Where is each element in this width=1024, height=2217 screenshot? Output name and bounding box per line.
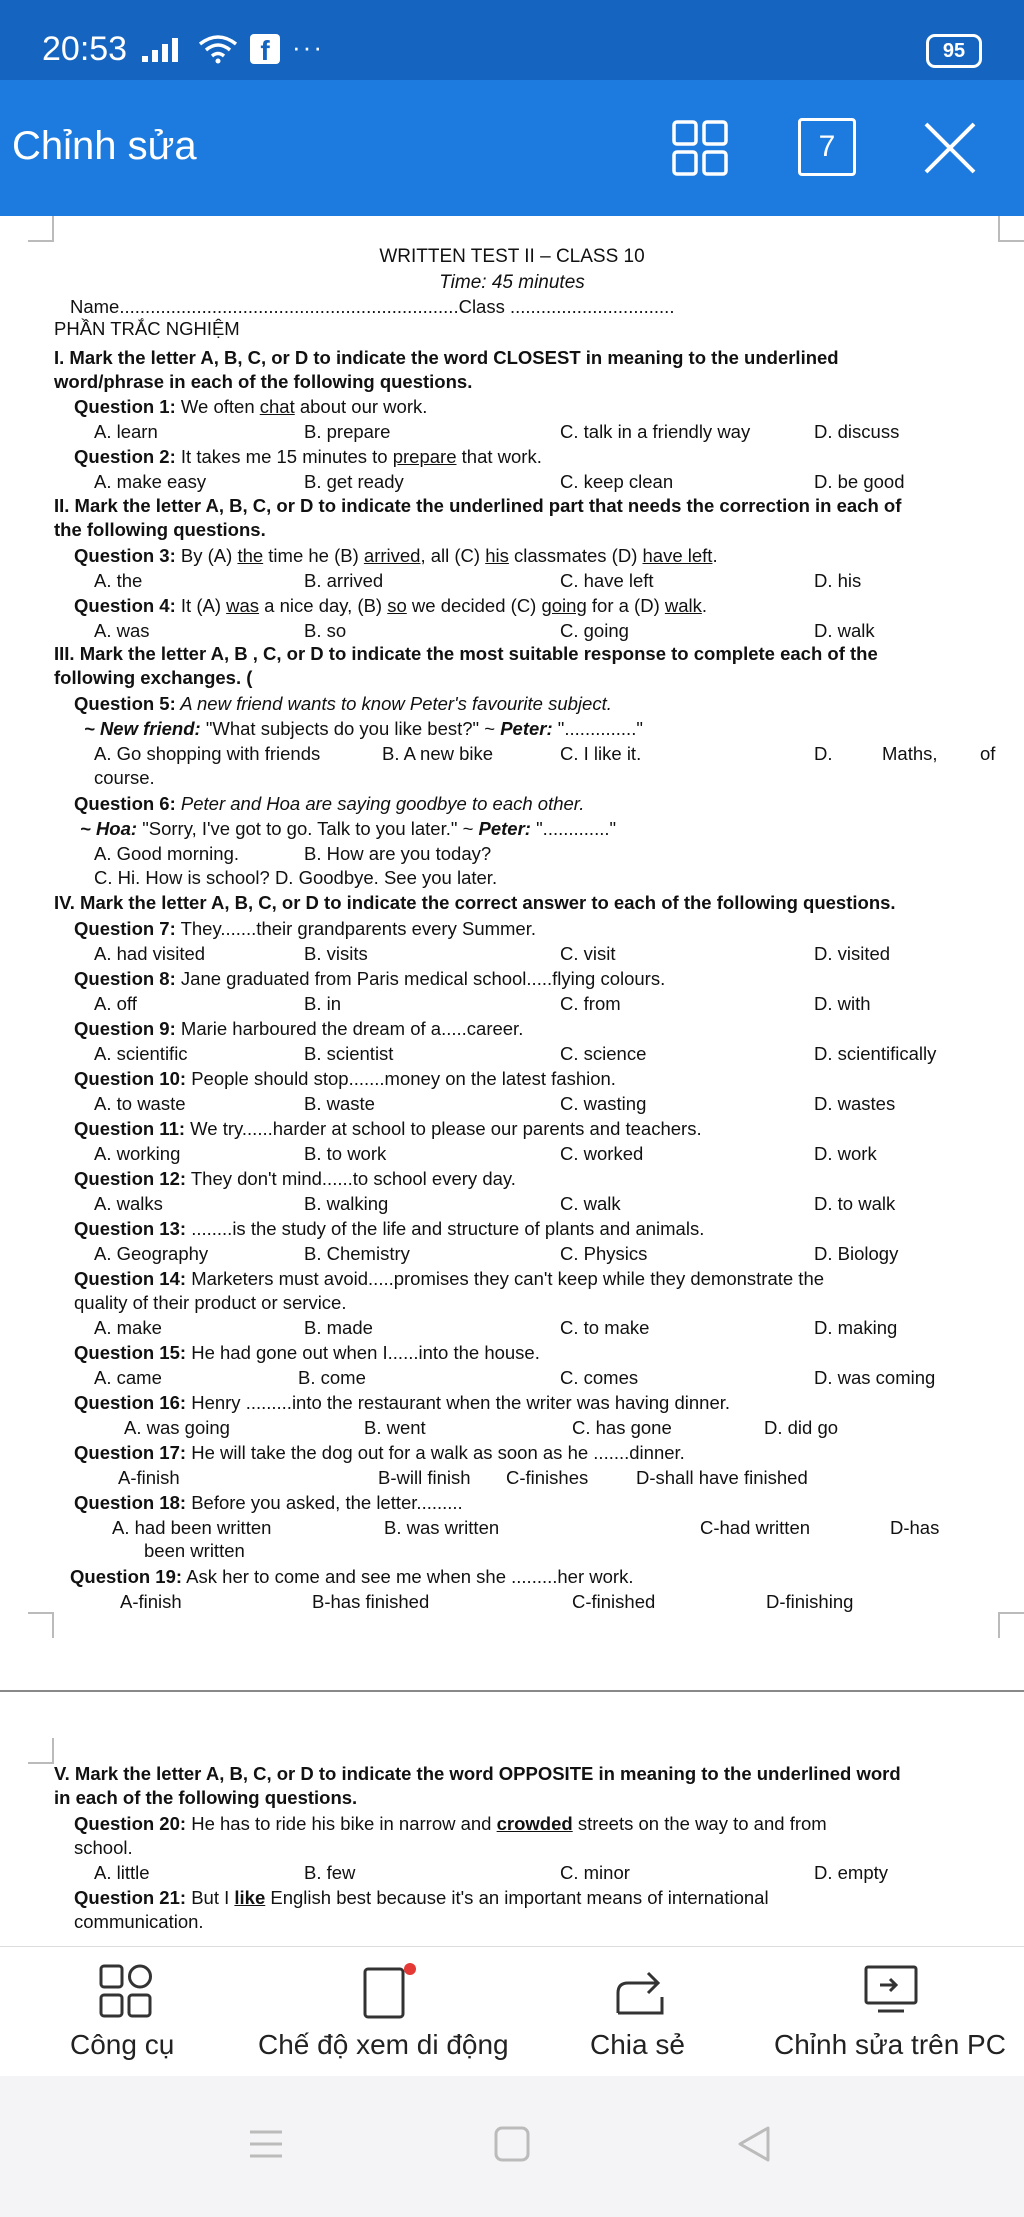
section-3-heading: III. Mark the letter A, B , C, or D to indicate the most suitable response to complete each of the [54,643,878,664]
page-corner-mark [28,1612,54,1638]
q5-option-d-cont: course. [94,767,155,788]
question-7: Question 7: They.......their grandparents every Summer. [74,918,536,939]
option: A-finish [118,1467,180,1488]
doc-title: WRITTEN TEST II – CLASS 10 [379,246,645,267]
option: B. get ready [304,471,404,492]
page-corner-mark [998,1612,1024,1638]
question-15: Question 15: He had gone out when I......into the house. [74,1342,540,1363]
question-21: Question 21: But I like English best because it's an important means of international [74,1887,769,1908]
page-separator [0,1690,1024,1692]
facebook-icon: f [250,34,280,64]
question-5: Question 5: A new friend wants to know Peter's favourite subject. [74,693,612,714]
q7-options [0,943,1024,965]
edit-on-pc-label: Chỉnh sửa trên PC [774,2029,1006,2060]
tools-label: Công cụ [70,2029,175,2060]
recent-apps-icon[interactable] [248,2126,284,2162]
question-10: Question 10: People should stop.......money on the latest fashion. [74,1068,616,1089]
option: D. wastes [814,1093,896,1114]
question-4: Question 4: It (A) was a nice day, (B) so we decided (C) going for a (D) walk. [74,595,708,616]
question-20: Question 20: He has to ride his bike in narrow and crowded streets on the way to and from [74,1813,827,1834]
close-icon[interactable] [920,118,980,178]
q3-options [0,570,1024,592]
status-time: 20:53 [42,30,128,68]
option: B. Chemistry [304,1243,410,1264]
question-3: Question 3: By (A) the time he (B) arrived, all (C) his classmates (D) have left. [74,545,718,566]
option: B. went [364,1417,426,1438]
question-8: Question 8: Jane graduated from Paris medical school.....flying colours. [74,968,666,989]
option: A. had been written [112,1517,272,1538]
q15-options [0,1367,1024,1389]
option: A. Good morning. [94,843,239,864]
option: D. Biology [814,1243,899,1264]
option: D. with [814,993,871,1014]
q18-options [0,1517,1024,1539]
q11-options [0,1143,1024,1165]
option: D. be good [814,471,905,492]
q1-options [0,421,1024,443]
option: A. the [94,570,143,591]
app-bar [0,80,1024,216]
q18-option-a-cont: been written [144,1540,245,1561]
question-17: Question 17: He will take the dog out for a walk as soon as he .......dinner. [74,1442,685,1463]
option: B. walking [304,1193,389,1214]
option: Maths, [882,743,938,764]
q12-options [0,1193,1024,1215]
option: D. his [814,570,862,591]
option: C. talk in a friendly way [560,421,751,442]
question-12: Question 12: They don't mind......to school every day. [74,1168,516,1189]
share-button[interactable] [560,1947,720,2077]
option: C-finishes [506,1467,589,1488]
section-1-heading: I. Mark the letter A, B, C, or D to indicate the word CLOSEST in meaning to the underlined [54,347,839,368]
option: D. empty [814,1862,889,1883]
option: B. prepare [304,421,391,442]
q17-options [0,1467,1024,1489]
option: A. walks [94,1193,163,1214]
q4-options [0,620,1024,642]
option: C. keep clean [560,471,674,492]
option: B. scientist [304,1043,394,1064]
option: C-finished [572,1591,656,1612]
document-viewer[interactable] [0,216,1024,1946]
question-14: Question 14: Marketers must avoid.....promises they can't keep while they demonstrate the [74,1268,825,1289]
option: C. from [560,993,621,1014]
section-2-heading: II. Mark the letter A, B, C, or D to indicate the underlined part that needs the correction in each of [54,495,902,516]
q9-options [0,1043,1024,1065]
option: of [980,743,996,764]
tools-icon [98,1963,154,2019]
bottom-toolbar [0,1946,1024,2077]
q6-dialog: ~ Hoa: "Sorry, I've got to go. Talk to you later." ~ Peter: "............." [80,818,617,839]
question-20-cont: school. [74,1837,133,1858]
question-19: Question 19: Ask her to come and see me when she .........her work. [70,1566,634,1587]
option: A. scientific [94,1043,188,1064]
question-9: Question 9: Marie harboured the dream of a.....career. [74,1018,524,1039]
section-3-heading-cont: following exchanges. ( [54,667,253,688]
option: A. had visited [94,943,206,964]
option: C. worked [560,1143,644,1164]
doc-time: Time: 45 minutes [439,272,585,293]
back-icon[interactable] [736,2126,772,2162]
share-label: Chia sẻ [590,2029,685,2060]
battery-indicator: 95 [926,34,982,68]
question-18: Question 18: Before you asked, the letter......... [74,1492,463,1513]
option: A. Geography [94,1243,209,1264]
option: D. visited [814,943,891,964]
option: C. walk [560,1193,621,1214]
q16-options [0,1417,1024,1439]
q20-options [0,1862,1024,1884]
question-6: Question 6: Peter and Hoa are saying goodbye to each other. [74,793,585,814]
status-bar [0,0,1024,80]
mobile-view-label: Chế độ xem di động [258,2029,509,2060]
option: A. make [94,1317,162,1338]
option: D. discuss [814,421,900,442]
section-1-heading-cont: word/phrase in each of the following questions. [54,371,473,392]
section-2-heading-cont: the following questions. [54,519,266,540]
option: A. to waste [94,1093,186,1114]
signal-icon [142,36,186,62]
grid-view-icon[interactable] [670,118,730,178]
section-5-heading: V. Mark the letter A, B, C, or D to indicate the word OPPOSITE in meaning to the underlined word [54,1763,901,1784]
option: A. make easy [94,471,207,492]
option: D. making [814,1317,898,1338]
page-corner-mark [998,216,1024,242]
option: B. visits [304,943,368,964]
option: A-finish [120,1591,182,1612]
option: B. so [304,620,347,641]
option: B-will finish [378,1467,471,1488]
q13-options [0,1243,1024,1265]
option: A. came [94,1367,162,1388]
option: B. was written [384,1517,500,1538]
share-icon [612,1963,672,2019]
q19-options [0,1591,1024,1613]
page-corner-mark [28,216,54,242]
question-13: Question 13: ........is the study of the life and structure of plants and animals. [74,1218,705,1239]
tools-button[interactable] [0,1947,250,2077]
edit-on-pc-button[interactable] [760,1947,1024,2077]
monitor-icon [862,1963,922,2019]
q8-options [0,993,1024,1015]
option: D. to walk [814,1193,896,1214]
option: B. come [298,1367,366,1388]
question-14-cont: quality of their product or service. [74,1292,347,1313]
option: A. working [94,1143,181,1164]
q14-options [0,1317,1024,1339]
page-count-button[interactable]: 7 [798,118,856,176]
option: C. wasting [560,1093,647,1114]
option: D-has [890,1517,940,1538]
option: D. [814,743,833,764]
option: A. little [94,1862,150,1883]
system-nav-bar [0,2076,1024,2217]
option: B. in [304,993,342,1014]
option: D. scientifically [814,1043,937,1064]
option: C-had written [700,1517,811,1538]
option: B. to work [304,1143,387,1164]
option: C. going [560,620,629,641]
q10-options [0,1093,1024,1115]
option: A. was going [124,1417,230,1438]
mobile-view-button[interactable] [250,1947,520,2077]
more-notifications-icon: ··· [292,32,324,62]
option: C. Physics [560,1243,648,1264]
q5-dialog: ~ New friend: "What subjects do you like best?" ~ Peter: ".............." [84,718,643,739]
question-1: Question 1: We often chat about our work. [74,396,428,417]
option: D. did go [764,1417,839,1438]
app-bar-title: Chỉnh sửa [12,124,197,168]
q5-options [0,743,1024,765]
option: A. off [94,993,137,1014]
option: B-has finished [312,1591,430,1612]
home-icon[interactable] [494,2126,530,2162]
option: B. How are you today? [304,843,492,864]
option: B. waste [304,1093,375,1114]
doc-name-class-line: Name..................................................................Class ................................ [70,296,675,317]
option: A. Go shopping with friends [94,743,321,764]
option: C. visit [560,943,616,964]
option: C. comes [560,1367,639,1388]
option: C. science [560,1043,647,1064]
mobile-view-icon [360,1963,416,2023]
option: C. have left [560,570,654,591]
option: B. few [304,1862,356,1883]
q6-options [0,843,1024,865]
page-corner-mark [28,1738,54,1764]
option: B. arrived [304,570,384,591]
section-5-heading-cont: in each of the following questions. [54,1787,358,1808]
section-label: PHẦN TRẮC NGHIỆM [54,318,240,339]
section-4-heading: IV. Mark the letter A, B, C, or D to indicate the correct answer to each of the following questions. [54,892,896,913]
question-2: Question 2: It takes me 15 minutes to prepare that work. [74,446,542,467]
option: A. learn [94,421,158,442]
option: D. work [814,1143,877,1164]
option: D-finishing [766,1591,854,1612]
option: B. A new bike [382,743,494,764]
option: C. to make [560,1317,650,1338]
option: D. walk [814,620,875,641]
option: C. I like it. [560,743,642,764]
option: A. was [94,620,150,641]
option: C. has gone [572,1417,672,1438]
option: D. was coming [814,1367,936,1388]
option: C. minor [560,1862,630,1883]
option: B. made [304,1317,373,1338]
question-21-cont: communication. [74,1911,204,1932]
question-16: Question 16: Henry .........into the restaurant when the writer was having dinner. [74,1392,731,1413]
option: D-shall have finished [636,1467,808,1488]
q6-options-cd: C. Hi. How is school? D. Goodbye. See you later. [94,867,498,888]
wifi-icon [198,34,238,64]
q2-options [0,471,1024,493]
question-11: Question 11: We try......harder at school to please our parents and teachers. [74,1118,702,1139]
